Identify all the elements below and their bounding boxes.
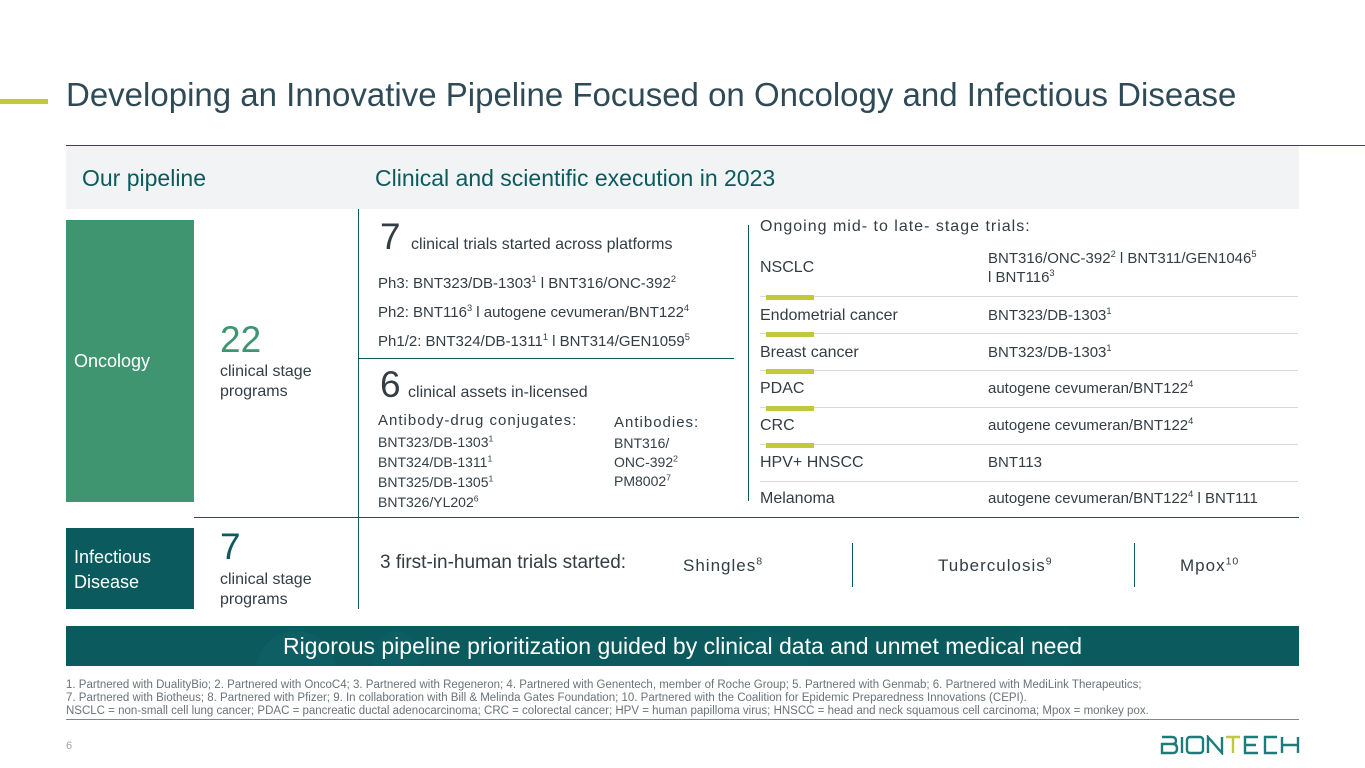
oncology-count: 22 <box>220 319 262 360</box>
infectious-desc-line1: clinical stage <box>220 571 312 588</box>
program-text: BNT113 <box>988 454 1042 471</box>
indication-name: Endometrial cancer <box>760 307 898 324</box>
program-text: l BNT116 <box>988 269 1050 286</box>
antibody-item-text: ONC-392 <box>614 454 674 470</box>
table-row <box>760 408 1298 445</box>
fih-item-sup: 9 <box>1045 555 1053 568</box>
ph3-a: Ph3: BNT323/DB-1303 <box>378 275 532 292</box>
banner-text: Rigorous pipeline prioritization guided by clinical data and unmet medical need <box>282 633 1083 659</box>
adc-title: Antibody-drug conjugates: <box>378 412 578 429</box>
indication-programs <box>988 453 1042 472</box>
program-sup: 3 <box>1049 268 1055 278</box>
assets-count: 6 <box>380 364 401 405</box>
program-sup: 4 <box>1188 416 1194 426</box>
fih-item-mpox <box>1180 556 1239 576</box>
program-sup: 1 <box>1106 306 1112 316</box>
table-row <box>760 334 1298 371</box>
program-text: BNT323/DB-1303 <box>988 307 1107 324</box>
indication-name: HPV+ HNSCC <box>760 454 864 471</box>
antibody-item <box>614 434 678 453</box>
ph3-b: l BNT316/ONC-392 <box>536 275 671 292</box>
oncology-desc-line2: programs <box>220 383 288 400</box>
fih-item-tuberculosis <box>938 556 1053 576</box>
page-number: 6 <box>66 740 73 752</box>
fih-item-sup: 10 <box>1225 555 1240 568</box>
pipeline-vertical-divider <box>358 209 359 609</box>
indication-name: PDAC <box>760 380 805 397</box>
program-text: BNT323/DB-1303 <box>988 344 1107 361</box>
biontech-logo-icon <box>1160 735 1302 755</box>
header-rule-extension <box>1299 145 1365 146</box>
adc-item-text: BNT323/DB-1303 <box>378 434 489 450</box>
table-row <box>760 297 1298 334</box>
trials-started-label: clinical trials started across platforms <box>411 236 673 253</box>
adc-item-text: BNT325/DB-1305 <box>378 474 489 490</box>
indication-programs <box>988 379 1193 398</box>
ongoing-trials-title: Ongoing mid- to late- stage trials: <box>760 218 1031 235</box>
adc-item-text: BNT326/YL202 <box>378 494 474 510</box>
program-text: autogene cevumeran/BNT122 <box>988 380 1189 397</box>
ph2-a-sup: 3 <box>466 303 473 313</box>
adc-item <box>378 432 493 452</box>
antibody-item-sup: 2 <box>673 453 678 464</box>
antibody-item <box>614 453 678 472</box>
oncology-box <box>66 220 194 502</box>
program-text: BNT316/ONC-392 <box>988 250 1111 267</box>
first-in-human-count: 3 <box>380 552 391 573</box>
footnote-abbreviations: NSCLC = non-small cell lung cancer; PDAC = pancreatic ductal adenocarcinoma; CRC = colorectal cancer; HPV = human papilloma virus; HNSCC = head and neck squamous cell carcinoma; Mpox = monkey pox. <box>66 705 1149 717</box>
ph2-b-sup: 4 <box>683 303 690 313</box>
adc-list <box>378 432 493 512</box>
footnote-line-1: 1. Partnered with DualityBio; 2. Partnered with OncoC4; 3. Partnered with Regeneron; 4. Partnered with Genentech, member of Roche Group; 5. Partnered with Genmab; 6. Partnered with MediLink Therapeutics; <box>66 679 1142 691</box>
trials-assets-divider <box>358 358 734 359</box>
program-text: autogene cevumeran/BNT122 <box>988 490 1189 507</box>
ph3-a-sup: 1 <box>531 274 537 284</box>
infectious-count: 7 <box>220 526 241 567</box>
table-row <box>760 371 1298 408</box>
program-text: l BNT311/GEN1046 <box>1115 250 1252 267</box>
program-sup: 4 <box>1188 489 1194 499</box>
indication-programs <box>988 306 1112 325</box>
table-row <box>760 482 1298 510</box>
trials-started-count: 7 <box>380 216 401 257</box>
ph2-trials <box>378 304 689 321</box>
program-sup: 4 <box>1188 379 1194 389</box>
adc-item-sup: 1 <box>487 453 493 464</box>
indication-programs <box>988 489 1258 508</box>
oncology-label: Oncology <box>74 351 151 371</box>
page-title: Developing an Innovative Pipeline Focused on Oncology and Infectious Disease <box>66 76 1237 113</box>
infectious-label-line1: Infectious <box>74 547 152 567</box>
antibodies-title: Antibodies: <box>614 414 700 431</box>
adc-item <box>378 472 493 492</box>
assets-label: clinical assets in-licensed <box>408 384 588 401</box>
antibody-item <box>614 472 678 491</box>
ph12-b-sup: 5 <box>684 332 690 342</box>
ph2-b: l autogene cevumeran/BNT122 <box>472 304 684 321</box>
program-sup: 2 <box>1110 249 1116 259</box>
program-text: autogene cevumeran/BNT122 <box>988 417 1189 434</box>
program-sup: 5 <box>1251 249 1257 259</box>
infectious-desc-line2: programs <box>220 591 288 608</box>
prioritization-banner <box>66 626 1299 666</box>
fih-item-sup: 8 <box>756 555 764 568</box>
indication-name: Melanoma <box>760 490 835 507</box>
antibody-item-text: PM8002 <box>614 473 667 489</box>
fih-item-name: Mpox <box>1180 556 1226 575</box>
indication-programs <box>988 343 1112 362</box>
fih-item-name: Shingles <box>683 556 757 575</box>
indication-programs <box>988 416 1193 435</box>
fih-item-shingles <box>683 556 763 576</box>
trials-started-heading <box>380 216 672 258</box>
our-pipeline-header <box>66 145 344 209</box>
fih-item-name: Tuberculosis <box>938 556 1046 575</box>
indication-name: CRC <box>760 417 795 434</box>
adc-item-text: BNT324/DB-1311 <box>378 454 488 470</box>
antibody-item-text: BNT316/ <box>614 435 670 451</box>
infectious-desc <box>220 570 312 610</box>
first-in-human-heading <box>380 552 626 574</box>
adc-item <box>378 492 493 512</box>
table-row <box>760 244 1298 297</box>
fih-divider <box>1134 543 1135 587</box>
indication-name: Breast cancer <box>760 344 859 361</box>
adc-item <box>378 452 493 472</box>
adc-item-sup: 1 <box>488 473 494 484</box>
title-accent-bar <box>0 99 48 104</box>
indication-programs <box>988 249 1257 287</box>
ph12-trials <box>378 333 690 350</box>
ph12-b: l BNT314/GEN1059 <box>548 333 685 350</box>
program-text: l BNT111 <box>1193 490 1258 507</box>
antibody-item-sup: 7 <box>666 472 671 483</box>
program-sup: 1 <box>1106 343 1112 353</box>
ph3-trials <box>378 275 676 292</box>
ph2-a: Ph2: BNT116 <box>378 304 467 321</box>
fih-divider <box>852 543 853 587</box>
ph12-a: Ph1/2: BNT324/DB-1311 <box>378 333 543 350</box>
ongoing-trials-divider <box>748 225 749 501</box>
infectious-disease-box <box>66 528 194 609</box>
indication-name: NSCLC <box>760 259 815 276</box>
table-row <box>760 445 1298 482</box>
oncology-desc <box>220 362 312 402</box>
footnote-rule <box>66 719 1299 720</box>
infectious-disease-label <box>74 545 151 595</box>
infectious-label-line2: Disease <box>74 572 140 592</box>
first-in-human-label: first-in-human trials started: <box>395 552 627 573</box>
ph12-a-sup: 1 <box>542 332 548 342</box>
oncology-infectious-divider <box>194 517 1299 518</box>
oncology-desc-line1: clinical stage <box>220 363 312 380</box>
assets-heading <box>380 364 588 406</box>
our-pipeline-header-text: Our pipeline <box>82 165 207 191</box>
ph3-b-sup: 2 <box>670 274 676 284</box>
adc-item-sup: 1 <box>488 433 494 444</box>
clinical-execution-header-text: Clinical and scientific execution in 2023 <box>375 165 776 191</box>
adc-item-sup: 6 <box>473 493 479 504</box>
antibodies-list <box>614 434 678 491</box>
footnote-line-2: 7. Partnered with Biotheus; 8. Partnered with Pfizer; 9. In collaboration with Bill & Melinda Gates Foundation; 10. Partnered with the Coalition for Epidemic Preparedness Innovations (CEPI). <box>66 692 1027 704</box>
clinical-execution-header <box>344 145 1299 209</box>
